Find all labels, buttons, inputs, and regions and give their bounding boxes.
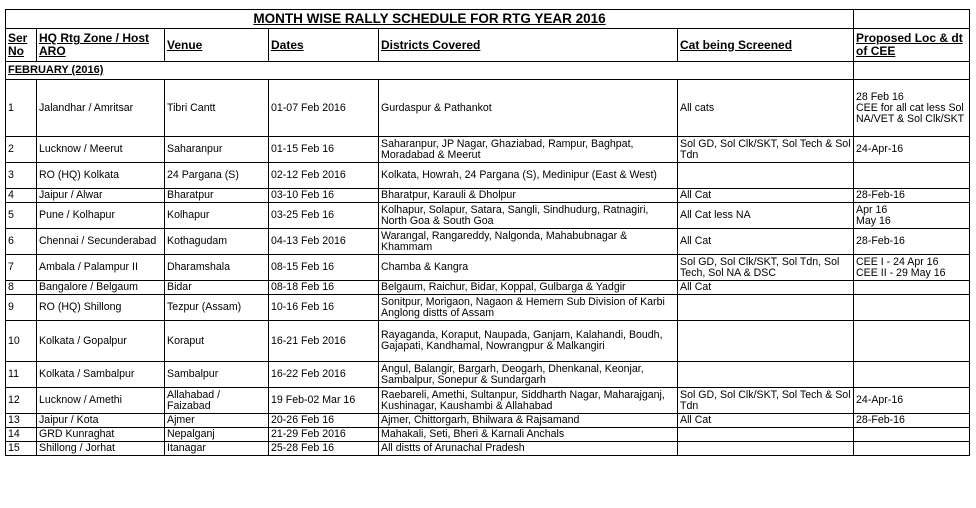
ser-no-cell: 2 (6, 137, 37, 163)
header-dates: Dates (269, 29, 379, 62)
districts-cell: Rayaganda, Koraput, Naupada, Ganjam, Kalahandi, Boudh, Gajapati, Kandhamal, Nowrangpur & Malkangiri (379, 321, 678, 362)
zone-cell: Kolkata / Gopalpur (37, 321, 165, 362)
districts-cell: Angul, Balangir, Bargarh, Deogarh, Dhenkanal, Keonjar, Sambalpur, Sonepur & Sundargarh (379, 362, 678, 388)
table-row (6, 362, 970, 388)
districts-cell: Gurdaspur & Pathankot (379, 80, 678, 137)
cee-cell: 28-Feb-16 (854, 414, 970, 428)
dates-cell: 01-15 Feb 16 (269, 137, 379, 163)
zone-cell: Jalandhar / Amritsar (37, 80, 165, 137)
districts-cell: Warangal, Rangareddy, Nalgonda, Mahabubnagar & Khammam (379, 229, 678, 255)
header-cee: Proposed Loc & dt of CEE (854, 29, 970, 62)
category-cell (678, 321, 854, 362)
venue-cell: Nepalganj (165, 428, 269, 442)
venue-cell: Allahabad / Faizabad (165, 388, 269, 414)
table-row (6, 295, 970, 321)
table-row (6, 414, 970, 428)
cee-cell (854, 428, 970, 442)
venue-cell: Bharatpur (165, 189, 269, 203)
zone-cell: Jaipur / Alwar (37, 189, 165, 203)
venue-cell: Sambalpur (165, 362, 269, 388)
ser-no-cell: 11 (6, 362, 37, 388)
venue-cell: Ajmer (165, 414, 269, 428)
cee-cell (854, 163, 970, 189)
ser-no-cell: 8 (6, 281, 37, 295)
ser-no-cell: 1 (6, 80, 37, 137)
header-districts: Districts Covered (379, 29, 678, 62)
venue-cell: Kothagudam (165, 229, 269, 255)
ser-no-cell: 15 (6, 442, 37, 456)
districts-cell: Bharatpur, Karauli & Dholpur (379, 189, 678, 203)
table-row (6, 442, 970, 456)
zone-cell: RO (HQ) Shillong (37, 295, 165, 321)
header-row (6, 29, 970, 62)
dates-cell: 04-13 Feb 2016 (269, 229, 379, 255)
zone-cell: Pune / Kolhapur (37, 203, 165, 229)
sheet-title: MONTH WISE RALLY SCHEDULE FOR RTG YEAR 2016 (6, 10, 854, 29)
category-cell (678, 428, 854, 442)
districts-cell: Ajmer, Chittorgarh, Bhilwara & Rajsamand (379, 414, 678, 428)
header-venue: Venue (165, 29, 269, 62)
venue-cell: Itanagar (165, 442, 269, 456)
dates-cell: 21-29 Feb 2016 (269, 428, 379, 442)
ser-no-cell: 13 (6, 414, 37, 428)
ser-no-cell: 10 (6, 321, 37, 362)
zone-cell: Lucknow / Amethi (37, 388, 165, 414)
ser-no-cell: 7 (6, 255, 37, 281)
zone-cell: Lucknow / Meerut (37, 137, 165, 163)
venue-cell: Tibri Cantt (165, 80, 269, 137)
dates-cell: 16-21 Feb 2016 (269, 321, 379, 362)
ser-no-cell: 6 (6, 229, 37, 255)
category-cell: All Cat (678, 414, 854, 428)
table-row (6, 321, 970, 362)
table-row (6, 388, 970, 414)
cee-cell: 24-Apr-16 (854, 137, 970, 163)
districts-cell: All distts of Arunachal Pradesh (379, 442, 678, 456)
dates-cell: 16-22 Feb 2016 (269, 362, 379, 388)
category-cell (678, 442, 854, 456)
cee-cell: CEE I - 24 Apr 16 CEE II - 29 May 16 (854, 255, 970, 281)
cee-cell: 24-Apr-16 (854, 388, 970, 414)
section-blank-cell (854, 62, 970, 80)
dates-cell: 08-15 Feb 16 (269, 255, 379, 281)
districts-cell: Kolhapur, Solapur, Satara, Sangli, Sindhudurg, Ratnagiri, North Goa & South Goa (379, 203, 678, 229)
dates-cell: 08-18 Feb 16 (269, 281, 379, 295)
table-row (6, 203, 970, 229)
category-cell (678, 362, 854, 388)
ser-no-cell: 5 (6, 203, 37, 229)
dates-cell: 10-16 Feb 16 (269, 295, 379, 321)
table-row (6, 137, 970, 163)
cee-cell: 28-Feb-16 (854, 189, 970, 203)
cee-cell: 28-Feb-16 (854, 229, 970, 255)
category-cell: All Cat (678, 189, 854, 203)
zone-cell: Ambala / Palampur II (37, 255, 165, 281)
districts-cell: Belgaum, Raichur, Bidar, Koppal, Gulbarga & Yadgir (379, 281, 678, 295)
cee-cell: Apr 16 May 16 (854, 203, 970, 229)
cee-cell (854, 281, 970, 295)
venue-cell: Saharanpur (165, 137, 269, 163)
dates-cell: 20-26 Feb 16 (269, 414, 379, 428)
category-cell: All Cat (678, 229, 854, 255)
table-row (6, 80, 970, 137)
ser-no-cell: 3 (6, 163, 37, 189)
zone-cell: RO (HQ) Kolkata (37, 163, 165, 189)
dates-cell: 02-12 Feb 2016 (269, 163, 379, 189)
section-label: FEBRUARY (2016) (6, 62, 854, 80)
header-zone: HQ Rtg Zone / Host ARO (37, 29, 165, 62)
ser-no-cell: 9 (6, 295, 37, 321)
category-cell: Sol GD, Sol Clk/SKT, Sol Tech & Sol Tdn (678, 137, 854, 163)
zone-cell: GRD Kunraghat (37, 428, 165, 442)
dates-cell: 03-25 Feb 16 (269, 203, 379, 229)
dates-cell: 03-10 Feb 16 (269, 189, 379, 203)
districts-cell: Sonitpur, Morigaon, Nagaon & Hemern Sub Division of Karbi Anglong distts of Assam (379, 295, 678, 321)
venue-cell: Bidar (165, 281, 269, 295)
header-cat: Cat being Screened (678, 29, 854, 62)
districts-cell: Saharanpur, JP Nagar, Ghaziabad, Rampur, Baghpat, Moradabad & Meerut (379, 137, 678, 163)
category-cell: All Cat less NA (678, 203, 854, 229)
category-cell (678, 295, 854, 321)
districts-cell: Chamba & Kangra (379, 255, 678, 281)
ser-no-cell: 12 (6, 388, 37, 414)
section-row (6, 62, 970, 80)
zone-cell: Bangalore / Belgaum (37, 281, 165, 295)
cee-cell (854, 442, 970, 456)
category-cell: All cats (678, 80, 854, 137)
zone-cell: Kolkata / Sambalpur (37, 362, 165, 388)
zone-cell: Shillong / Jorhat (37, 442, 165, 456)
ser-no-cell: 4 (6, 189, 37, 203)
rally-schedule-table (5, 9, 970, 456)
venue-cell: Kolhapur (165, 203, 269, 229)
venue-cell: Tezpur (Assam) (165, 295, 269, 321)
cee-cell (854, 321, 970, 362)
table-row (6, 163, 970, 189)
venue-cell: Dharamshala (165, 255, 269, 281)
table-row (6, 229, 970, 255)
cee-cell: 28 Feb 16 CEE for all cat less Sol NA/VET & Sol Clk/SKT (854, 80, 970, 137)
category-cell: All Cat (678, 281, 854, 295)
districts-cell: Kolkata, Howrah, 24 Pargana (S), Medinipur (East & West) (379, 163, 678, 189)
category-cell: Sol GD, Sol Clk/SKT, Sol Tech & Sol Tdn (678, 388, 854, 414)
districts-cell: Raebareli, Amethi, Sultanpur, Siddharth Nagar, Maharajganj, Kushinagar, Kaushambi & Allahabad (379, 388, 678, 414)
table-row (6, 428, 970, 442)
zone-cell: Chennai / Secunderabad (37, 229, 165, 255)
cee-cell (854, 295, 970, 321)
cee-cell (854, 362, 970, 388)
dates-cell: 01-07 Feb 2016 (269, 80, 379, 137)
venue-cell: Koraput (165, 321, 269, 362)
table-row (6, 255, 970, 281)
dates-cell: 19 Feb-02 Mar 16 (269, 388, 379, 414)
table-row (6, 189, 970, 203)
venue-cell: 24 Pargana (S) (165, 163, 269, 189)
dates-cell: 25-28 Feb 16 (269, 442, 379, 456)
title-blank-cell (854, 10, 970, 29)
category-cell (678, 163, 854, 189)
zone-cell: Jaipur / Kota (37, 414, 165, 428)
category-cell: Sol GD, Sol Clk/SKT, Sol Tdn, Sol Tech, Sol NA & DSC (678, 255, 854, 281)
ser-no-cell: 14 (6, 428, 37, 442)
table-row (6, 281, 970, 295)
header-ser-no: Ser No (6, 29, 37, 62)
districts-cell: Mahakali, Seti, Bheri & Karnali Anchals (379, 428, 678, 442)
title-row (6, 10, 970, 29)
